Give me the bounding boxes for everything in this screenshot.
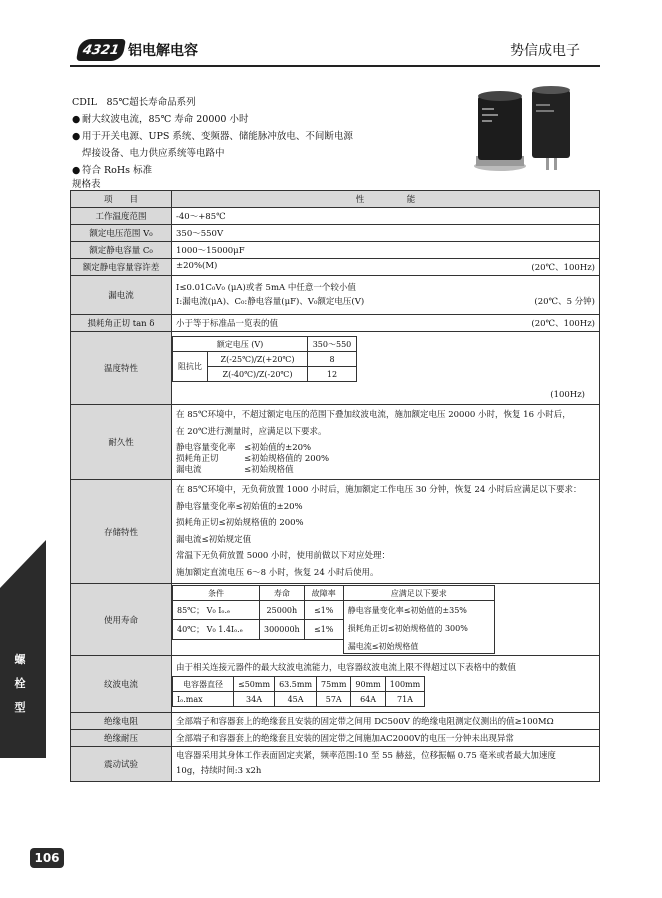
row-label: 损耗角正切 tan δ	[71, 315, 172, 332]
feature-bullet: 用于开关电源、UPS 系统、变频器、储能脉冲放电、不间断电源	[82, 131, 353, 142]
feature-bullet: 符合 RoHs 标准	[82, 165, 153, 176]
row-label: 绝缘电阻	[71, 713, 172, 730]
text-line: 损耗角正切 ≤初始规格值的 200%	[176, 453, 330, 464]
cell: Z(-40℃)/Z(-20℃)	[208, 367, 308, 382]
cell: 71A	[385, 692, 424, 707]
capacitor-product-image	[470, 86, 580, 174]
cell: 63.5mm	[275, 677, 317, 692]
cell: 额定电压 (V)	[173, 337, 308, 352]
cell: 条件	[173, 586, 260, 601]
header-divider	[70, 65, 600, 67]
cell: 电容器直径	[173, 677, 234, 692]
text-line: 电容器采用其身体工作表面固定夹紧，频率范围:10 至 55 赫兹，位移振幅 0.75 毫米或者最大加速度	[176, 751, 556, 761]
ripple-table	[172, 676, 425, 707]
text-line: 在 85℃环境中，无负荷放置 1000 小时后，施加额定工作电压 30 分钟，恢复 24 小时后应满足以下要求：	[176, 485, 582, 495]
row-label: 漏电流	[71, 276, 172, 315]
row-label: 额定静电容量容许差	[71, 259, 172, 276]
row-value: I:漏电流(μA)、C₀:静电容量(μF)、V₀额定电压(V)	[176, 297, 365, 307]
row-condition: (20℃、5 分钟)	[534, 297, 595, 307]
text-line: 损耗角正切≤初始规格值的 200%	[176, 518, 304, 528]
row-condition: (100Hz)	[550, 390, 585, 400]
text-line: 在 20℃进行测量时，应满足以下要求。	[176, 426, 327, 437]
cell: ≤1%	[304, 620, 343, 639]
row-label: 存储特性	[71, 480, 172, 584]
cell: 寿命	[260, 586, 305, 601]
row-label: 温度特性	[71, 332, 172, 405]
cell: 故障率	[304, 586, 343, 601]
cell: 75mm	[317, 677, 351, 692]
text-line: 静电容量变化率≤初始值的±20%	[176, 501, 303, 512]
row-value: -40～+85℃	[172, 208, 600, 225]
row-value: I≤0.01C₀V₀ (μA)或者 5mA 中任意一个较小值	[176, 283, 356, 293]
side-tab-char: 栓	[14, 677, 26, 690]
logo	[78, 38, 198, 62]
col-header-performance: 性 能	[172, 191, 600, 208]
bullet-icon: ●	[72, 114, 81, 125]
cell: 应满足以下要求	[343, 586, 494, 601]
row-label: 绝缘耐压	[71, 730, 172, 747]
side-tab-label	[14, 648, 26, 720]
series-title: CDIL 85℃超长寿命品系列	[72, 97, 196, 108]
cell: 85℃； V₀ Iₒ.ₑ	[173, 601, 260, 620]
row-label: 纹波电流	[71, 656, 172, 713]
row-value: 全部端子和容器套上的绝缘套且安装的固定带之间用 DC500V 的绝缘电阻测定仪测出的值≥100MΩ	[172, 713, 600, 730]
life-table	[172, 585, 495, 654]
row-condition: (20℃、100Hz)	[531, 263, 595, 273]
text-line: 漏电流 ≤初始规格值	[176, 464, 294, 475]
cell: 损耗角正切≤初始规格值的 300%	[347, 624, 468, 633]
row-label: 额定电压范围 V₀	[71, 225, 172, 242]
cell: 漏电流≤初始规格值	[343, 639, 494, 654]
side-tab-char: 螺	[14, 653, 26, 666]
row-value: 350～550V	[172, 225, 600, 242]
row-label: 使用寿命	[71, 584, 172, 656]
cell: 静电容量变化率≤初始值的±35%	[347, 606, 467, 615]
row-label: 震动试验	[71, 747, 172, 782]
text-line: 10g，持续时间:3 x2h	[176, 766, 262, 776]
bullet-icon: ●	[72, 131, 81, 142]
col-header-item: 项 目	[71, 191, 172, 208]
text-line: 常温下无负荷放置 5000 小时，使用前做以下对应处理：	[176, 551, 391, 561]
cell: 100mm	[385, 677, 424, 692]
cell: ≤50mm	[234, 677, 275, 692]
row-label: 工作温度范围	[71, 208, 172, 225]
row-value: 1000～15000μF	[172, 242, 600, 259]
text-line: 由于相关连接元器件的最大纹波电流能力，电容器纹波电流上限不得超过以下表格中的数值	[176, 663, 517, 673]
cell: 25000h	[260, 601, 305, 620]
cell: Z(-25℃)/Z(+20℃)	[208, 352, 308, 367]
row-value: 全部端子和容器套上的绝缘套且安装的固定带之间施加AC2000V的电压一分钟未出现异常	[172, 730, 600, 747]
logo-mark: 4321	[76, 39, 126, 61]
page-number: 106	[30, 848, 64, 868]
cell: 40℃； V₀ 1.4Iₒ.ₑ	[173, 620, 260, 639]
cell: 阻抗比	[173, 352, 208, 382]
row-condition: (20℃、100Hz)	[531, 319, 595, 329]
text-line: 在 85℃环境中，不超过额定电压的范围下叠加纹波电流，施加额定电压 20000 小时，恢复 16 小时后，	[176, 409, 571, 420]
text-line: 静电容量变化率 ≤初始值的±20%	[176, 442, 312, 453]
cell: 34A	[234, 692, 275, 707]
header-title: 铝电解电容	[128, 43, 198, 59]
cell: 350～550	[308, 337, 357, 352]
spec-table-label: 规格表	[72, 179, 101, 190]
feature-bullet-continued: 焊接设备、电力供应系统等电路中	[82, 148, 225, 159]
row-value: ±20%(M)	[176, 261, 218, 271]
row-value: 小于等于标准品一览表的值	[176, 319, 279, 329]
text-line: 漏电流≤初始规定值	[176, 534, 252, 545]
cell: Iₒ.max	[173, 692, 234, 707]
row-label: 额定静电容量 C₀	[71, 242, 172, 259]
cell: 8	[308, 352, 357, 367]
text-line: 施加额定直流电压 6～8 小时，恢复 24 小时后使用。	[176, 567, 379, 578]
intro-block	[72, 94, 353, 179]
side-tab-char: 型	[14, 701, 26, 714]
cell: 300000h	[260, 620, 305, 639]
cell: 90mm	[351, 677, 385, 692]
cell: ≤1%	[304, 601, 343, 620]
feature-bullet: 耐大纹波电流，85℃ 寿命 20000 小时	[82, 114, 249, 125]
company-name: 势信成电子	[510, 43, 580, 59]
impedance-ratio-table	[172, 336, 357, 382]
row-label: 耐久性	[71, 405, 172, 480]
cell: 45A	[275, 692, 317, 707]
spec-table	[70, 190, 600, 782]
cell: 12	[308, 367, 357, 382]
cell: 64A	[351, 692, 385, 707]
bullet-icon: ●	[72, 165, 81, 176]
cell: 57A	[317, 692, 351, 707]
side-tab-corner	[0, 540, 46, 588]
